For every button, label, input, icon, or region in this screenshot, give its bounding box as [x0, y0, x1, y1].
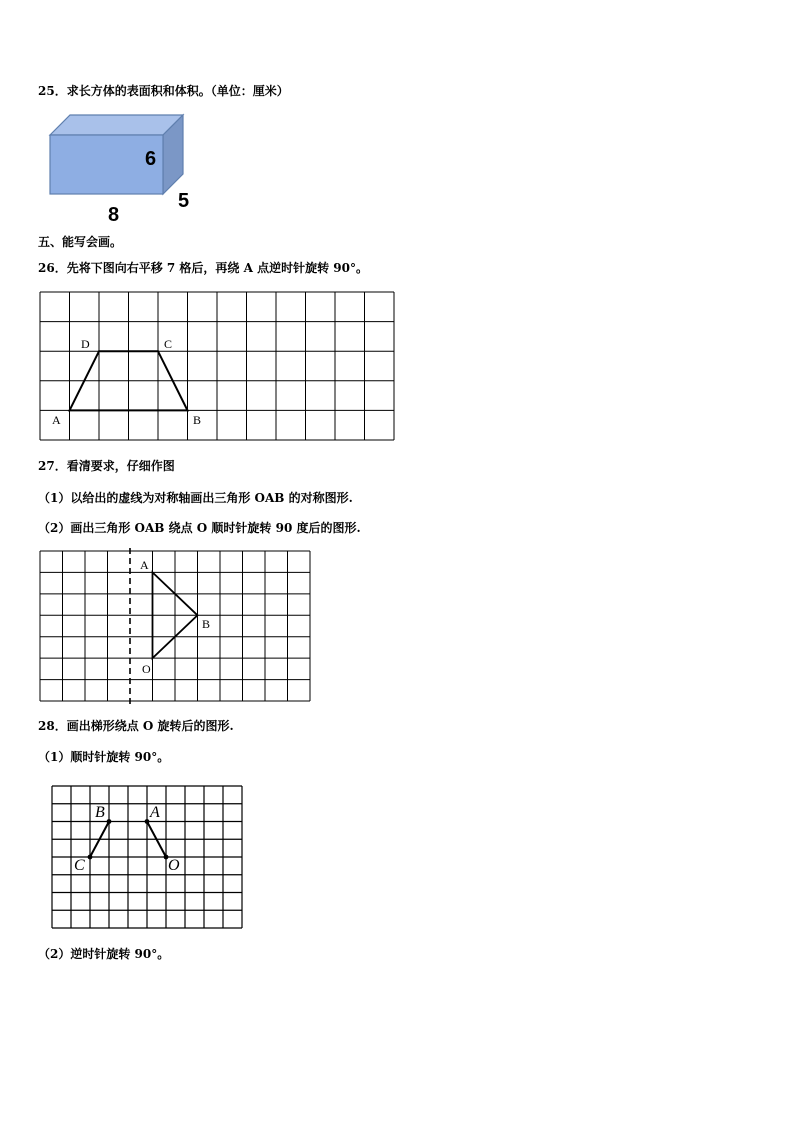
q28-label-b: B: [95, 804, 105, 821]
q28-part2: （2）逆时针旋转 90°。: [38, 947, 170, 961]
section-title: 五、能写会画。: [38, 235, 123, 249]
q28-label-o: O: [168, 857, 180, 874]
q27-label-b: B: [202, 617, 211, 631]
q26-label-c: C: [164, 337, 173, 351]
cuboid-width-label: 5: [178, 190, 190, 212]
q27-part1: （1）以给出的虚线为对称轴画出三角形 OAB 的对称图形.: [38, 491, 353, 505]
q26-label-b: B: [193, 413, 202, 427]
q26-label-d: D: [81, 337, 90, 351]
q27-part2: （2）画出三角形 OAB 绕点 O 顺时针旋转 90 度后的图形.: [38, 521, 361, 535]
q28-label-c: C: [74, 857, 85, 874]
q27-text: 27．看清要求，仔细作图: [38, 459, 175, 473]
q25-text: 25．求长方体的表面积和体积。（单位：厘米）: [38, 84, 289, 98]
q28-part1: （1）顺时针旋转 90°。: [38, 750, 170, 764]
q26-label-a: A: [52, 413, 61, 427]
q26-text: 26．先将下图向右平移 7 格后，再绕 A 点逆时针旋转 90°。: [38, 261, 368, 275]
cuboid-length-label: 8: [108, 204, 120, 226]
q28-label-a: A: [150, 804, 160, 821]
q27-label-a: A: [140, 558, 149, 572]
q27-label-o: O: [142, 662, 151, 676]
q28-text: 28．画出梯形绕点 O 旋转后的图形.: [38, 719, 234, 733]
cuboid-height-label: 6: [145, 148, 157, 170]
